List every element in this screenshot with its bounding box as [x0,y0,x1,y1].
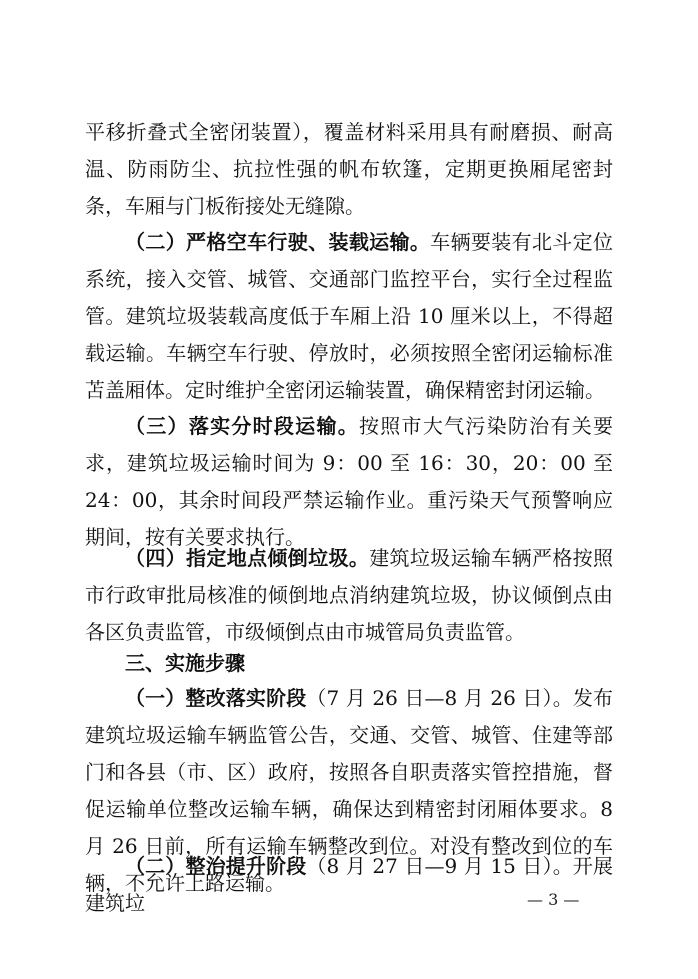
paragraph-time-slots [85,408,613,556]
paragraph-heading: （三）落实分时段运输。 [125,414,359,438]
paragraph-text: 建筑垃圾运输车辆严格按照市行政审批局核准的倾倒地点消纳建筑垃圾，协议倾倒点由各区负责监管，市级倾倒点由市城管局负责监管。 [85,546,614,644]
paragraph-text: 按照市大气污染防治有关要求，建筑垃圾运输时间为 9：00 至 16：30，20：00 至 24：00，其余时间段严禁运输作业。重污染天气预警响应期间，按有关要求执行。 [85,414,613,549]
page-number: — 3 — [527,890,580,909]
paragraph-heading: （二）整治提升阶段 [125,854,307,878]
paragraph-heading: （二）严格空车行驶、装载运输。 [125,230,431,254]
paragraph-text: 平移折叠式全密闭装置），覆盖材料采用具有耐磨损、耐高温、防雨防尘、抗拉性强的帆布软篷，定期更换厢尾密封条，车厢与门板衔接处无缝隙。 [85,120,613,218]
paragraph-continuation [85,114,613,225]
paragraph-heading: （四）指定地点倾倒垃圾。 [125,546,370,570]
paragraph-text: 车辆要装有北斗定位系统，接入交管、城管、交通部门监控平台，实行全过程监管。建筑垃圾装载高度低于车厢上沿 10 厘米以上，不得超载运输。车辆空车行驶、停放时，必须按照全密闭运输标准苫盖厢体。定时维护全密闭运输装置，确保精密封闭运输。 [85,230,614,402]
paragraph-text: （8 月 27 日—9 月 15 日）。开展建筑垃 [85,854,613,915]
paragraph-text: （7 月 26 日—8 月 26 日）。发布建筑垃圾运输车辆监管公告，交通、交管、城管、住建等部门和各县（市、区）政府，按照各自职责落实管控措施，督促运输单位整改运输车辆，确保达到精密封闭厢体要求。8 月 26 日前，所有运输车辆整改到位。对没有整改到位的车辆，不允许上路运输。 [85,686,613,895]
paragraph-dumping-sites [85,540,613,651]
paragraph-empty-driving [85,224,613,409]
paragraph-heading: （一）整改落实阶段 [125,686,307,710]
section-heading: 三、实施步骤 [125,651,245,675]
paragraph-improvement-stage [85,848,613,922]
